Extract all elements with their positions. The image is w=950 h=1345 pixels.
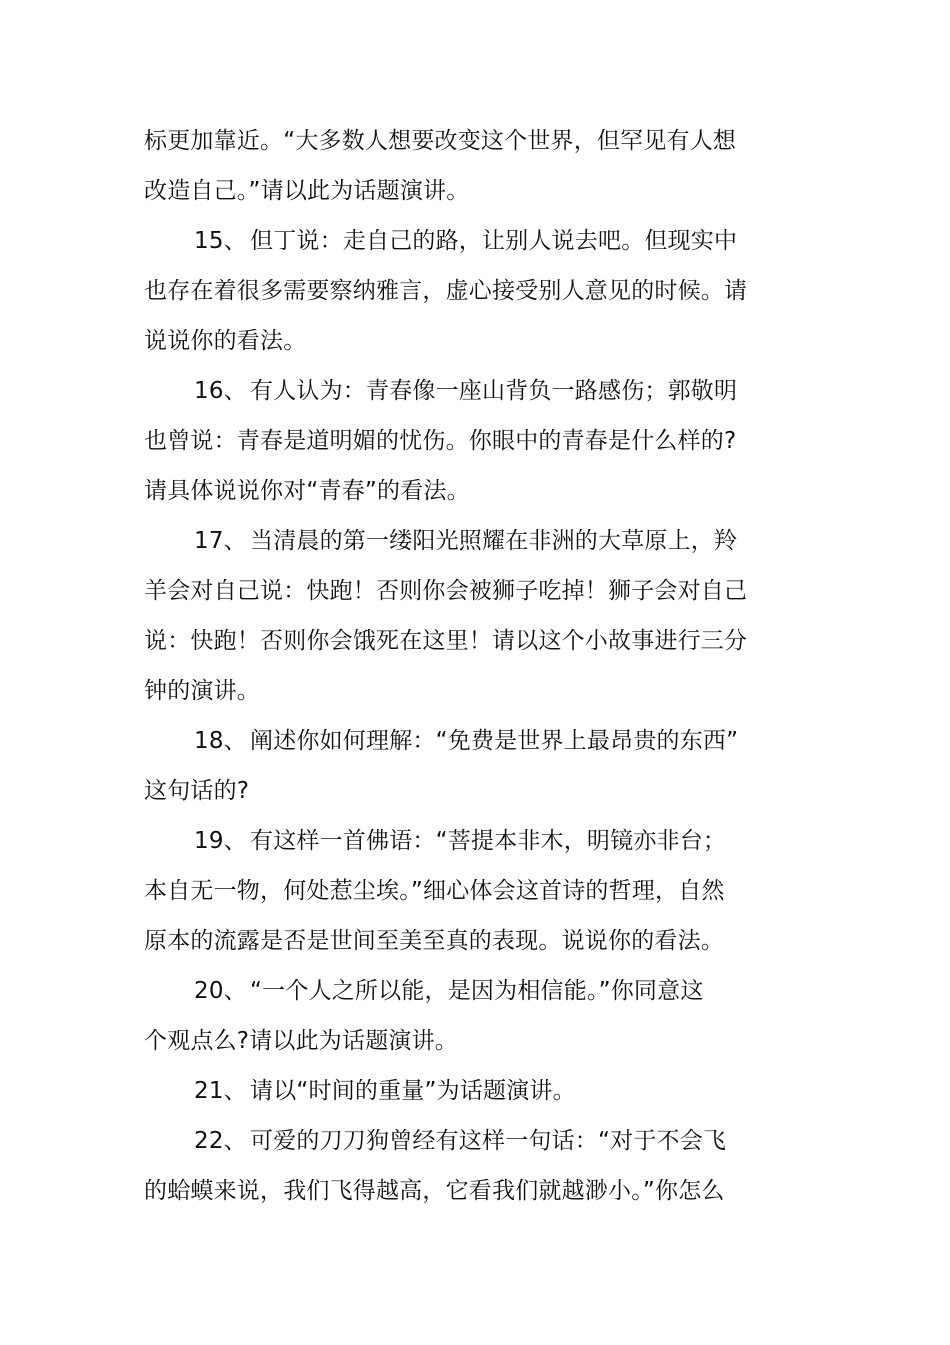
question-18: 18、 阐述你如何理解：“免费是世界上最昂贵的东西” [144, 725, 814, 757]
question-21: 21、 请以“时间的重量”为话题演讲。 [144, 1075, 814, 1107]
question-19: 19、 有这样一首佛语：“菩提本非木，明镜亦非台； [144, 825, 814, 857]
text-line: 说说你的看法。 [144, 328, 307, 354]
text-line: 也存在着很多需要察纳雅言，虚心接受别人意见的时候。请 [144, 278, 748, 304]
question-number: 17、 [194, 528, 247, 554]
question-number: 15、 [194, 228, 247, 254]
text-line: 本自无一物，何处惹尘埃。”细心体会这首诗的哲理，自然 [144, 878, 725, 904]
question-number: 20、 [194, 978, 247, 1004]
text-line: 原本的流露是否是世间至美至真的表现。说说你的看法。 [144, 928, 724, 954]
question-number: 16、 [194, 378, 247, 404]
question-number: 18、 [194, 728, 247, 754]
question-number: 19、 [194, 828, 247, 854]
question-number: 22、 [194, 1128, 247, 1154]
question-17: 17、 当清晨的第一缕阳光照耀在非洲的大草原上，羚 [144, 525, 814, 557]
question-number: 21、 [194, 1078, 247, 1104]
text-line: 羊会对自己说：快跑！否则你会被狮子吃掉！狮子会对自己 [144, 578, 748, 604]
question-16: 16、 有人认为：青春像一座山背负一路感伤；郭敬明 [144, 375, 814, 407]
text-line: 钟的演讲。 [144, 678, 260, 704]
text-line: 说：快跑！否则你会饿死在这里！请以这个小故事进行三分 [144, 628, 748, 654]
text-line: 这句话的? [144, 778, 250, 804]
text-line: 标更加靠近。“大多数人想要改变这个世界，但罕见有人想 [144, 128, 737, 154]
question-15: 15、 但丁说：走自己的路，让别人说去吧。但现实中 [144, 225, 814, 257]
text-line: 的蛤蟆来说，我们飞得越高，它看我们就越渺小。”你怎么 [144, 1178, 725, 1204]
question-20: 20、 “一个人之所以能，是因为相信能。”你同意这 [144, 975, 814, 1007]
text-line: 也曾说：青春是道明媚的忧伤。你眼中的青春是什么样的? [144, 428, 737, 454]
text-line: 改造自己。”请以此为话题演讲。 [144, 178, 470, 204]
question-22: 22、 可爱的刀刀狗曾经有这样一句话：“对于不会飞 [144, 1125, 814, 1157]
text-line: 请具体说说你对“青春”的看法。 [144, 478, 470, 504]
text-line: 个观点么?请以此为话题演讲。 [144, 1028, 459, 1054]
